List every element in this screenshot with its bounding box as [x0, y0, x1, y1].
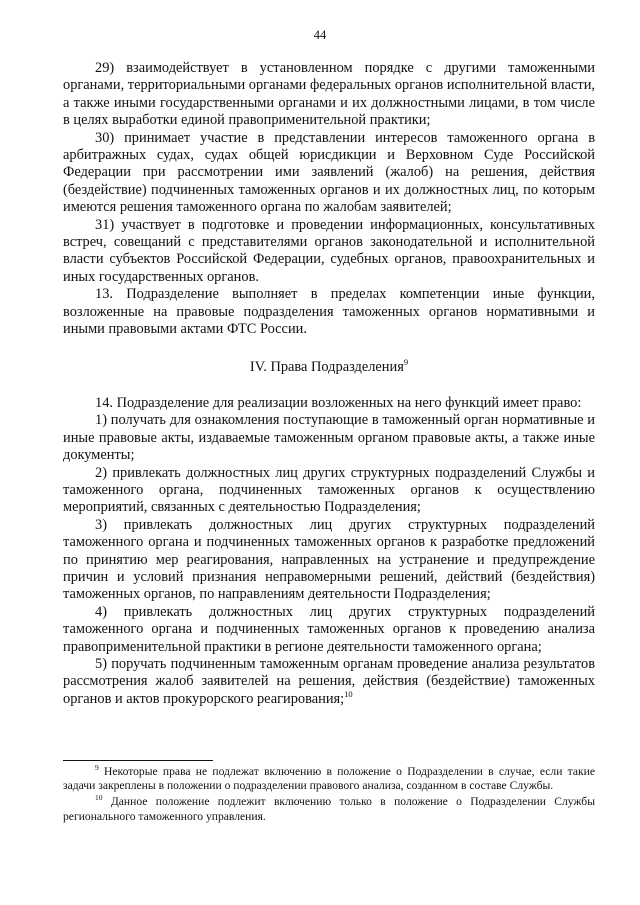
footnote-ref-9: 9: [403, 356, 409, 367]
clause-14: 14. Подразделение для реализации возложенных на него функций имеет право:: [95, 394, 582, 411]
list-item-30: 30) принимает участие в представлении интересов таможенного органа в арбитражных судах, судах общей юрисдикции и Верховном Суде Российской Федерации при рассмотрении ими заявлений (жалоб) на решения, действия (бездействие) подчиненных таможенных органов и их должностных лиц, по которым имеются решения таможенного органа по жалобам заявителей;: [63, 129, 595, 216]
right-item-5: 5) поручать подчиненным таможенным органам проведение анализа результатов рассмотрения жалоб заявителей на решения, действия (бездействие) таможенных органов и актов прокурорского реагирования;$^{10}$: [63, 656, 595, 707]
footnotes: [63, 765, 595, 826]
page-number: 44: [313, 28, 327, 42]
list-item-29: 29) взаимодействует в установленном порядке с другими таможенными органами, территориальными органами федеральных органов исполнительной власти, а также иными государственными органами и их должностными лицами, в том числе в целях выработки единой правоприменительной практики;: [63, 60, 595, 129]
footnote-divider: [63, 760, 213, 761]
section-heading: IV. Права Подразделения$^9$: [249, 356, 409, 375]
footnote-10: $^{10}$ Данное положение подлежит включению только в положение о Подразделении Службы регионального таможенного управления.: [63, 793, 595, 823]
footnote-9: $^9$ Некоторые права не подлежат включению в положение о Подразделении в случае, если такие задачи закреплены в положении о подразделении правового анализа, созданном в составе Службы.: [63, 763, 595, 793]
list-item-31: 31) участвует в подготовке и проведении информационных, консультативных встреч, совещаний с представителями органов законодательной и исполнительной власти субъектов Российской Федерации, судебных органов, правоохранительных и иных государственных органов.: [63, 216, 595, 285]
right-item-2: 2) привлекать должностных лиц других структурных подразделений Службы и таможенного органа, подчиненных таможенных органов к осуществлению мероприятий, связанных с деятельностью Подразделения;: [63, 464, 595, 516]
body-text: [63, 60, 595, 708]
right-item-3: 3) привлекать должностных лиц других структурных подразделений таможенного органа и подчиненных таможенных органов к разработке предложений по принятию мер реагирования, направленных на устранение и предупреждение причин и условий признания неправомерными решений, действий (бездействия) таможенных органов, по направлениям деятельности Подразделения;: [63, 516, 595, 603]
right-item-4: 4) привлекать должностных лиц других структурных подразделений таможенного органа и подчиненных таможенных органов к проведению анализа правоприменительной практики в регионе деятельности таможенного органа;: [63, 603, 595, 655]
footnote-ref-10: 10: [344, 689, 353, 700]
clause-13: 13. Подразделение выполняет в пределах компетенции иные функции, возложенные на правовые подразделения таможенных органов нормативными и иными правовыми актами ФТС России.: [63, 286, 595, 338]
right-item-1: 1) получать для ознакомления поступающие в таможенный орган нормативные и иные правовые акты, издаваемые таможенным органом правовые акты, а также иные документы;: [63, 412, 595, 464]
